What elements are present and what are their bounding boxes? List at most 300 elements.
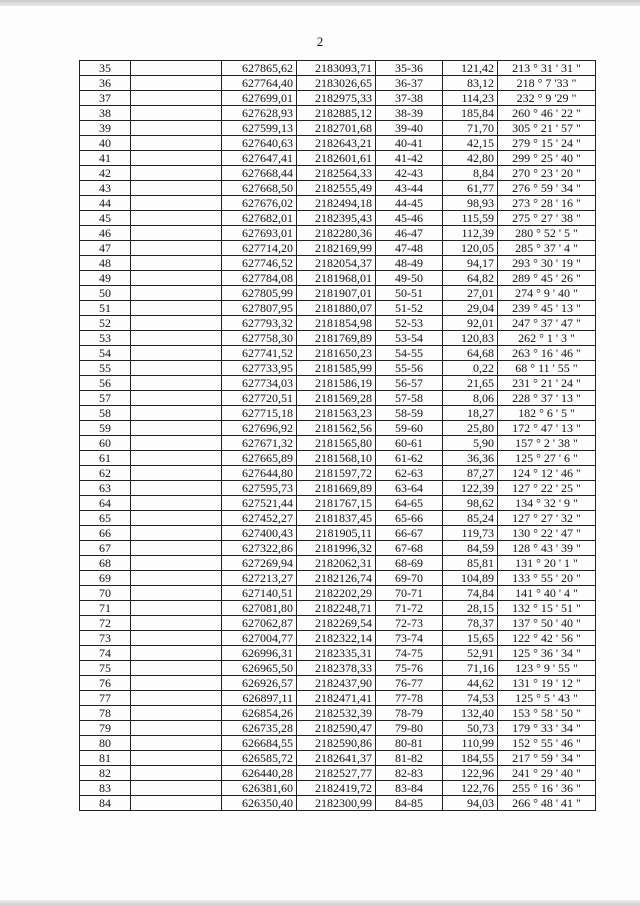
point-number-cell: 53 — [80, 331, 131, 346]
table-row — [80, 451, 596, 466]
length-cell: 104,89 — [443, 571, 498, 586]
length-cell: 120,05 — [443, 241, 498, 256]
empty-cell — [131, 136, 222, 151]
segment-cell: 50-51 — [376, 286, 443, 301]
point-number-cell: 49 — [80, 271, 131, 286]
length-cell: 0,22 — [443, 361, 498, 376]
segment-cell: 41-42 — [376, 151, 443, 166]
empty-cell — [131, 661, 222, 676]
y-coordinate-cell: 2182269,54 — [297, 616, 376, 631]
point-number-cell: 79 — [80, 721, 131, 736]
empty-cell — [131, 376, 222, 391]
table-row — [80, 286, 596, 301]
point-number-cell: 65 — [80, 511, 131, 526]
length-cell: 29,04 — [443, 301, 498, 316]
bearing-angle-cell: 179 ° 33 ' 34 " — [498, 721, 596, 736]
x-coordinate-cell: 627140,51 — [222, 586, 297, 601]
x-coordinate-cell: 626996,31 — [222, 646, 297, 661]
empty-cell — [131, 571, 222, 586]
table-row — [80, 211, 596, 226]
y-coordinate-cell: 2181880,07 — [297, 301, 376, 316]
length-cell: 61,77 — [443, 181, 498, 196]
bearing-angle-cell: 128 ° 43 ' 39 " — [498, 541, 596, 556]
point-number-cell: 71 — [80, 601, 131, 616]
length-cell: 83,12 — [443, 76, 498, 91]
y-coordinate-cell: 2181568,10 — [297, 451, 376, 466]
point-number-cell: 63 — [80, 481, 131, 496]
table-row — [80, 376, 596, 391]
y-coordinate-cell: 2182054,37 — [297, 256, 376, 271]
scan-bottom-edge — [0, 900, 640, 905]
point-number-cell: 68 — [80, 556, 131, 571]
x-coordinate-cell: 627213,27 — [222, 571, 297, 586]
y-coordinate-cell: 2182419,72 — [297, 781, 376, 796]
empty-cell — [131, 496, 222, 511]
y-coordinate-cell: 2182437,90 — [297, 676, 376, 691]
x-coordinate-cell: 627400,43 — [222, 526, 297, 541]
empty-cell — [131, 181, 222, 196]
length-cell: 115,59 — [443, 211, 498, 226]
length-cell: 36,36 — [443, 451, 498, 466]
point-number-cell: 41 — [80, 151, 131, 166]
empty-cell — [131, 271, 222, 286]
length-cell: 132,40 — [443, 706, 498, 721]
segment-cell: 66-67 — [376, 526, 443, 541]
length-cell: 42,15 — [443, 136, 498, 151]
table-row — [80, 406, 596, 421]
y-coordinate-cell: 2181563,23 — [297, 406, 376, 421]
x-coordinate-cell: 626381,60 — [222, 781, 297, 796]
bearing-angle-cell: 262 ° 1 ' 3 " — [498, 331, 596, 346]
empty-cell — [131, 436, 222, 451]
x-coordinate-cell: 627696,92 — [222, 421, 297, 436]
y-coordinate-cell: 2182532,39 — [297, 706, 376, 721]
length-cell: 52,91 — [443, 646, 498, 661]
x-coordinate-cell: 626854,26 — [222, 706, 297, 721]
point-number-cell: 81 — [80, 751, 131, 766]
empty-cell — [131, 526, 222, 541]
table-row — [80, 541, 596, 556]
segment-cell: 47-48 — [376, 241, 443, 256]
segment-cell: 53-54 — [376, 331, 443, 346]
length-cell: 122,76 — [443, 781, 498, 796]
empty-cell — [131, 511, 222, 526]
table-row — [80, 181, 596, 196]
table-row — [80, 556, 596, 571]
point-number-cell: 43 — [80, 181, 131, 196]
x-coordinate-cell: 627640,63 — [222, 136, 297, 151]
bearing-angle-cell: 213 ° 31 ' 31 " — [498, 61, 596, 76]
empty-cell — [131, 421, 222, 436]
segment-cell: 72-73 — [376, 616, 443, 631]
length-cell: 98,93 — [443, 196, 498, 211]
segment-cell: 56-57 — [376, 376, 443, 391]
table-row — [80, 481, 596, 496]
bearing-angle-cell: 124 ° 12 ' 46 " — [498, 466, 596, 481]
segment-cell: 83-84 — [376, 781, 443, 796]
table-row — [80, 751, 596, 766]
point-number-cell: 42 — [80, 166, 131, 181]
y-coordinate-cell: 2182335,31 — [297, 646, 376, 661]
empty-cell — [131, 451, 222, 466]
empty-cell — [131, 736, 222, 751]
bearing-angle-cell: 132 ° 15 ' 51 " — [498, 601, 596, 616]
segment-cell: 39-40 — [376, 121, 443, 136]
length-cell: 5,90 — [443, 436, 498, 451]
y-coordinate-cell: 2182975,33 — [297, 91, 376, 106]
empty-cell — [131, 676, 222, 691]
y-coordinate-cell: 2182322,14 — [297, 631, 376, 646]
bearing-angle-cell: 255 ° 16 ' 36 " — [498, 781, 596, 796]
point-number-cell: 38 — [80, 106, 131, 121]
bearing-angle-cell: 141 ° 40 ' 4 " — [498, 586, 596, 601]
segment-cell: 60-61 — [376, 436, 443, 451]
point-number-cell: 46 — [80, 226, 131, 241]
bearing-angle-cell: 131 ° 20 ' 1 " — [498, 556, 596, 571]
x-coordinate-cell: 627521,44 — [222, 496, 297, 511]
x-coordinate-cell: 627671,32 — [222, 436, 297, 451]
x-coordinate-cell: 627699,01 — [222, 91, 297, 106]
segment-cell: 80-81 — [376, 736, 443, 751]
segment-cell: 46-47 — [376, 226, 443, 241]
bearing-angle-cell: 293 ° 30 ' 19 " — [498, 256, 596, 271]
segment-cell: 45-46 — [376, 211, 443, 226]
x-coordinate-cell: 627715,18 — [222, 406, 297, 421]
point-number-cell: 69 — [80, 571, 131, 586]
length-cell: 44,62 — [443, 676, 498, 691]
length-cell: 71,16 — [443, 661, 498, 676]
segment-cell: 64-65 — [376, 496, 443, 511]
empty-cell — [131, 316, 222, 331]
length-cell: 74,53 — [443, 691, 498, 706]
empty-cell — [131, 196, 222, 211]
length-cell: 184,55 — [443, 751, 498, 766]
point-number-cell: 52 — [80, 316, 131, 331]
segment-cell: 71-72 — [376, 601, 443, 616]
coordinates-table-body — [80, 61, 596, 811]
segment-cell: 37-38 — [376, 91, 443, 106]
point-number-cell: 47 — [80, 241, 131, 256]
x-coordinate-cell: 626926,57 — [222, 676, 297, 691]
table-row — [80, 121, 596, 136]
y-coordinate-cell: 2182378,33 — [297, 661, 376, 676]
table-row — [80, 331, 596, 346]
x-coordinate-cell: 627758,30 — [222, 331, 297, 346]
point-number-cell: 37 — [80, 91, 131, 106]
point-number-cell: 73 — [80, 631, 131, 646]
bearing-angle-cell: 125 ° 5 ' 43 " — [498, 691, 596, 706]
empty-cell — [131, 781, 222, 796]
y-coordinate-cell: 2181968,01 — [297, 271, 376, 286]
segment-cell: 74-75 — [376, 646, 443, 661]
bearing-angle-cell: 131 ° 19 ' 12 " — [498, 676, 596, 691]
y-coordinate-cell: 2182395,43 — [297, 211, 376, 226]
bearing-angle-cell: 153 ° 58 ' 50 " — [498, 706, 596, 721]
table-row — [80, 526, 596, 541]
x-coordinate-cell: 627764,40 — [222, 76, 297, 91]
empty-cell — [131, 616, 222, 631]
empty-cell — [131, 556, 222, 571]
point-number-cell: 57 — [80, 391, 131, 406]
empty-cell — [131, 301, 222, 316]
x-coordinate-cell: 626735,28 — [222, 721, 297, 736]
bearing-angle-cell: 152 ° 55 ' 46 " — [498, 736, 596, 751]
bearing-angle-cell: 279 ° 15 ' 24 " — [498, 136, 596, 151]
bearing-angle-cell: 228 ° 37 ' 13 " — [498, 391, 596, 406]
point-number-cell: 44 — [80, 196, 131, 211]
y-coordinate-cell: 2181597,72 — [297, 466, 376, 481]
bearing-angle-cell: 133 ° 55 ' 20 " — [498, 571, 596, 586]
table-row — [80, 226, 596, 241]
segment-cell: 40-41 — [376, 136, 443, 151]
empty-cell — [131, 541, 222, 556]
x-coordinate-cell: 627865,62 — [222, 61, 297, 76]
bearing-angle-cell: 247 ° 37 ' 47 " — [498, 316, 596, 331]
segment-cell: 84-85 — [376, 796, 443, 811]
segment-cell: 73-74 — [376, 631, 443, 646]
segment-cell: 61-62 — [376, 451, 443, 466]
point-number-cell: 76 — [80, 676, 131, 691]
table-row — [80, 361, 596, 376]
segment-cell: 82-83 — [376, 766, 443, 781]
table-row — [80, 571, 596, 586]
y-coordinate-cell: 2182248,71 — [297, 601, 376, 616]
point-number-cell: 74 — [80, 646, 131, 661]
point-number-cell: 39 — [80, 121, 131, 136]
length-cell: 84,59 — [443, 541, 498, 556]
x-coordinate-cell: 627784,08 — [222, 271, 297, 286]
bearing-angle-cell: 127 ° 22 ' 25 " — [498, 481, 596, 496]
bearing-angle-cell: 217 ° 59 ' 34 " — [498, 751, 596, 766]
point-number-cell: 45 — [80, 211, 131, 226]
y-coordinate-cell: 2182169,99 — [297, 241, 376, 256]
point-number-cell: 83 — [80, 781, 131, 796]
x-coordinate-cell: 627647,41 — [222, 151, 297, 166]
segment-cell: 75-76 — [376, 661, 443, 676]
table-row — [80, 496, 596, 511]
bearing-angle-cell: 263 ° 16 ' 46 " — [498, 346, 596, 361]
bearing-angle-cell: 266 ° 48 ' 41 " — [498, 796, 596, 811]
segment-cell: 58-59 — [376, 406, 443, 421]
coordinates-table — [79, 60, 596, 811]
y-coordinate-cell: 2181562,56 — [297, 421, 376, 436]
segment-cell: 52-53 — [376, 316, 443, 331]
length-cell: 8,84 — [443, 166, 498, 181]
segment-cell: 69-70 — [376, 571, 443, 586]
bearing-angle-cell: 280 ° 52 ' 5 " — [498, 226, 596, 241]
y-coordinate-cell: 2181907,01 — [297, 286, 376, 301]
x-coordinate-cell: 627004,77 — [222, 631, 297, 646]
y-coordinate-cell: 2181565,80 — [297, 436, 376, 451]
length-cell: 71,70 — [443, 121, 498, 136]
y-coordinate-cell: 2182555,49 — [297, 181, 376, 196]
empty-cell — [131, 391, 222, 406]
empty-cell — [131, 766, 222, 781]
x-coordinate-cell: 627676,02 — [222, 196, 297, 211]
table-row — [80, 706, 596, 721]
y-coordinate-cell: 2181586,19 — [297, 376, 376, 391]
segment-cell: 76-77 — [376, 676, 443, 691]
y-coordinate-cell: 2183026,65 — [297, 76, 376, 91]
bearing-angle-cell: 157 ° 2 ' 38 " — [498, 436, 596, 451]
point-number-cell: 77 — [80, 691, 131, 706]
point-number-cell: 48 — [80, 256, 131, 271]
length-cell: 25,80 — [443, 421, 498, 436]
x-coordinate-cell: 627668,44 — [222, 166, 297, 181]
table-row — [80, 76, 596, 91]
length-cell: 18,27 — [443, 406, 498, 421]
x-coordinate-cell: 627693,01 — [222, 226, 297, 241]
x-coordinate-cell: 626684,55 — [222, 736, 297, 751]
x-coordinate-cell: 627746,52 — [222, 256, 297, 271]
length-cell: 98,62 — [443, 496, 498, 511]
point-number-cell: 50 — [80, 286, 131, 301]
y-coordinate-cell: 2182590,47 — [297, 721, 376, 736]
bearing-angle-cell: 239 ° 45 ' 13 " — [498, 301, 596, 316]
point-number-cell: 54 — [80, 346, 131, 361]
x-coordinate-cell: 627807,95 — [222, 301, 297, 316]
length-cell: 8,06 — [443, 391, 498, 406]
bearing-angle-cell: 137 ° 50 ' 40 " — [498, 616, 596, 631]
x-coordinate-cell: 627682,01 — [222, 211, 297, 226]
y-coordinate-cell: 2181905,11 — [297, 526, 376, 541]
y-coordinate-cell: 2182564,33 — [297, 166, 376, 181]
length-cell: 28,15 — [443, 601, 498, 616]
y-coordinate-cell: 2182062,31 — [297, 556, 376, 571]
x-coordinate-cell: 627741,52 — [222, 346, 297, 361]
segment-cell: 63-64 — [376, 481, 443, 496]
empty-cell — [131, 586, 222, 601]
bearing-angle-cell: 122 ° 42 ' 56 " — [498, 631, 596, 646]
y-coordinate-cell: 2182471,41 — [297, 691, 376, 706]
y-coordinate-cell: 2181996,32 — [297, 541, 376, 556]
point-number-cell: 75 — [80, 661, 131, 676]
segment-cell: 35-36 — [376, 61, 443, 76]
page-number: 2 — [316, 34, 324, 49]
x-coordinate-cell: 627734,03 — [222, 376, 297, 391]
bearing-angle-cell: 123 ° 9 ' 55 " — [498, 661, 596, 676]
table-row — [80, 736, 596, 751]
empty-cell — [131, 691, 222, 706]
segment-cell: 81-82 — [376, 751, 443, 766]
x-coordinate-cell: 627599,13 — [222, 121, 297, 136]
length-cell: 64,68 — [443, 346, 498, 361]
length-cell: 64,82 — [443, 271, 498, 286]
length-cell: 85,81 — [443, 556, 498, 571]
x-coordinate-cell: 627714,20 — [222, 241, 297, 256]
y-coordinate-cell: 2181854,98 — [297, 316, 376, 331]
length-cell: 185,84 — [443, 106, 498, 121]
table-row — [80, 661, 596, 676]
y-coordinate-cell: 2182643,21 — [297, 136, 376, 151]
y-coordinate-cell: 2181650,23 — [297, 346, 376, 361]
length-cell: 87,27 — [443, 466, 498, 481]
empty-cell — [131, 706, 222, 721]
y-coordinate-cell: 2182701,68 — [297, 121, 376, 136]
segment-cell: 36-37 — [376, 76, 443, 91]
empty-cell — [131, 256, 222, 271]
length-cell: 94,17 — [443, 256, 498, 271]
length-cell: 94,03 — [443, 796, 498, 811]
segment-cell: 54-55 — [376, 346, 443, 361]
point-number-cell: 55 — [80, 361, 131, 376]
empty-cell — [131, 91, 222, 106]
bearing-angle-cell: 275 ° 27 ' 38 " — [498, 211, 596, 226]
table-row — [80, 766, 596, 781]
bearing-angle-cell: 274 ° 9 ' 40 " — [498, 286, 596, 301]
bearing-angle-cell: 276 ° 59 ' 34 " — [498, 181, 596, 196]
bearing-angle-cell: 182 ° 6 ' 5 " — [498, 406, 596, 421]
segment-cell: 48-49 — [376, 256, 443, 271]
table-row — [80, 466, 596, 481]
empty-cell — [131, 721, 222, 736]
table-row — [80, 436, 596, 451]
point-number-cell: 70 — [80, 586, 131, 601]
y-coordinate-cell: 2182641,37 — [297, 751, 376, 766]
table-row — [80, 646, 596, 661]
segment-cell: 49-50 — [376, 271, 443, 286]
empty-cell — [131, 166, 222, 181]
bearing-angle-cell: 134 ° 32 ' 9 " — [498, 496, 596, 511]
empty-cell — [131, 331, 222, 346]
x-coordinate-cell: 626440,28 — [222, 766, 297, 781]
point-number-cell: 51 — [80, 301, 131, 316]
bearing-angle-cell: 270 ° 23 ' 20 " — [498, 166, 596, 181]
empty-cell — [131, 106, 222, 121]
y-coordinate-cell: 2182601,61 — [297, 151, 376, 166]
table-row — [80, 136, 596, 151]
y-coordinate-cell: 2182126,74 — [297, 571, 376, 586]
table-row — [80, 91, 596, 106]
segment-cell: 67-68 — [376, 541, 443, 556]
bearing-angle-cell: 285 ° 37 ' 4 " — [498, 241, 596, 256]
empty-cell — [131, 601, 222, 616]
length-cell: 112,39 — [443, 226, 498, 241]
empty-cell — [131, 406, 222, 421]
bearing-angle-cell: 127 ° 27 ' 32 " — [498, 511, 596, 526]
empty-cell — [131, 361, 222, 376]
x-coordinate-cell: 626350,40 — [222, 796, 297, 811]
table-row — [80, 511, 596, 526]
bearing-angle-cell: 260 ° 46 ' 22 " — [498, 106, 596, 121]
segment-cell: 51-52 — [376, 301, 443, 316]
x-coordinate-cell: 626897,11 — [222, 691, 297, 706]
empty-cell — [131, 151, 222, 166]
bearing-angle-cell: 125 ° 27 ' 6 " — [498, 451, 596, 466]
table-row — [80, 796, 596, 811]
point-number-cell: 67 — [80, 541, 131, 556]
table-row — [80, 346, 596, 361]
point-number-cell: 56 — [80, 376, 131, 391]
bearing-angle-cell: 289 ° 45 ' 26 " — [498, 271, 596, 286]
segment-cell: 43-44 — [376, 181, 443, 196]
segment-cell: 65-66 — [376, 511, 443, 526]
bearing-angle-cell: 130 ° 22 ' 47 " — [498, 526, 596, 541]
point-number-cell: 82 — [80, 766, 131, 781]
y-coordinate-cell: 2181569,28 — [297, 391, 376, 406]
empty-cell — [131, 796, 222, 811]
segment-cell: 38-39 — [376, 106, 443, 121]
point-number-cell: 61 — [80, 451, 131, 466]
table-row — [80, 391, 596, 406]
segment-cell: 55-56 — [376, 361, 443, 376]
empty-cell — [131, 631, 222, 646]
length-cell: 92,01 — [443, 316, 498, 331]
empty-cell — [131, 241, 222, 256]
length-cell: 119,73 — [443, 526, 498, 541]
y-coordinate-cell: 2181767,15 — [297, 496, 376, 511]
x-coordinate-cell: 627452,27 — [222, 511, 297, 526]
